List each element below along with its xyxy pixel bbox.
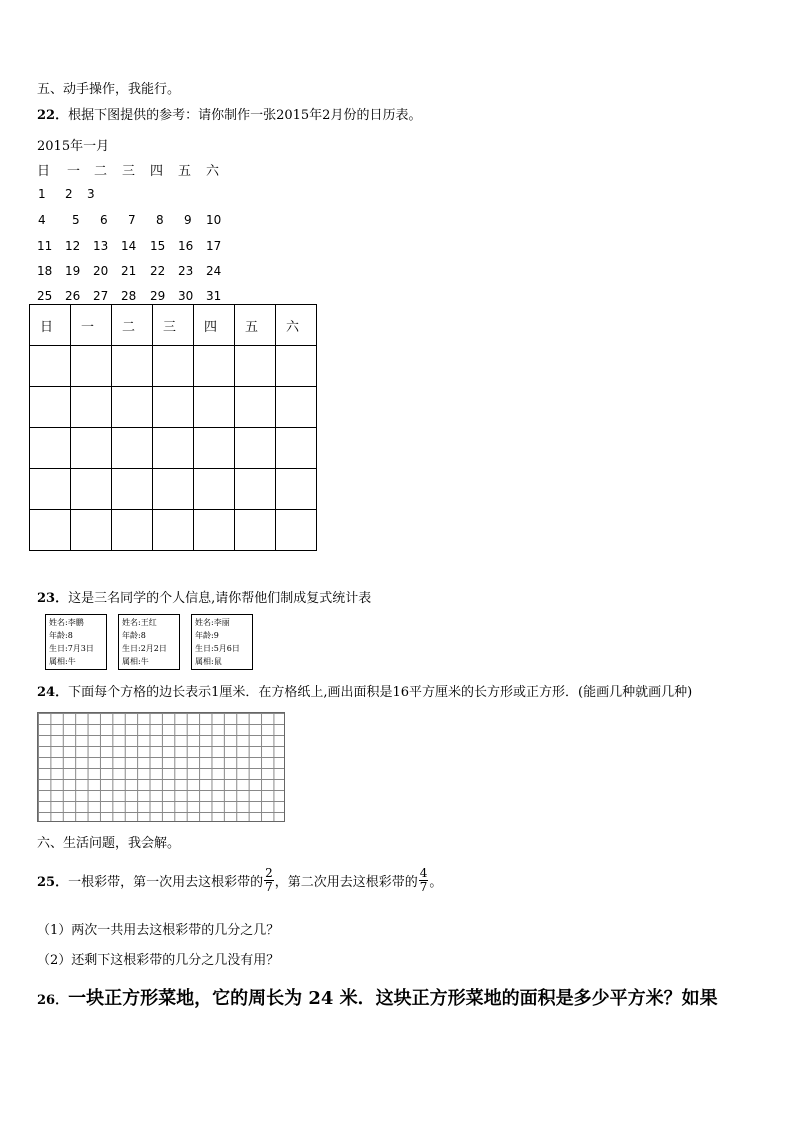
calendar-cell[interactable]: [235, 469, 276, 510]
section-heading: 五、动手操作，我能行。: [37, 82, 181, 97]
calendar-cell[interactable]: [235, 428, 276, 469]
day: 28: [121, 289, 137, 303]
blank-calendar-table: [29, 304, 317, 551]
day: 26: [65, 289, 81, 303]
weekday: 三: [122, 164, 136, 179]
calendar-cell[interactable]: [112, 428, 153, 469]
info-line: 姓名:王红: [122, 618, 157, 627]
day: 16: [178, 239, 194, 253]
info-line: 属相:鼠: [195, 657, 222, 666]
question-24: [37, 681, 692, 700]
question-25: [37, 860, 442, 900]
day: 22: [150, 264, 166, 278]
calendar-cell[interactable]: [30, 346, 71, 387]
day: 12: [65, 239, 81, 253]
calendar-header-cell: 五: [235, 305, 276, 346]
calendar-header-cell: 日: [30, 305, 71, 346]
calendar-blank-row: [30, 387, 317, 428]
calendar-cell[interactable]: [153, 387, 194, 428]
day: 3: [87, 187, 95, 201]
weekday: 一: [67, 164, 81, 179]
fraction-denominator: 7: [419, 879, 428, 894]
day: 27: [93, 289, 109, 303]
info-line: 生日:7月3日: [49, 644, 94, 653]
question-text: ，第二次用去这根彩带的: [274, 874, 418, 890]
calendar-cell[interactable]: [112, 346, 153, 387]
day: 7: [128, 213, 136, 227]
calendar-cell[interactable]: [276, 469, 317, 510]
info-line: 属相:牛: [122, 657, 149, 666]
calendar-cell[interactable]: [71, 428, 112, 469]
day: 21: [121, 264, 137, 278]
calendar-cell[interactable]: [194, 428, 235, 469]
calendar-cell[interactable]: [30, 428, 71, 469]
question-22: [37, 104, 421, 123]
day: 6: [100, 213, 108, 227]
info-card: [45, 614, 107, 670]
day: 20: [93, 264, 109, 278]
calendar-cell[interactable]: [276, 510, 317, 551]
calendar-header-cell: 六: [276, 305, 317, 346]
question-23: [37, 587, 371, 606]
calendar-cell[interactable]: [194, 346, 235, 387]
fraction: [264, 867, 274, 894]
calendar-cell[interactable]: [112, 387, 153, 428]
day: 5: [72, 213, 80, 227]
day: 13: [93, 239, 109, 253]
calendar-cell[interactable]: [112, 510, 153, 551]
question-number: 26．: [37, 993, 69, 1008]
calendar-cell[interactable]: [235, 346, 276, 387]
sub-question: （1）两次一共用去这根彩带的几分之几？: [37, 923, 280, 938]
question-text: 这是三名同学的个人信息,请你帮他们制成复式统计表: [68, 591, 372, 606]
calendar-header-cell: 一: [71, 305, 112, 346]
weekday: 六: [206, 164, 220, 179]
question-number: 22．: [37, 108, 69, 123]
calendar-cell[interactable]: [30, 510, 71, 551]
calendar-cell[interactable]: [71, 469, 112, 510]
day: 25: [37, 289, 53, 303]
question-number: 24．: [37, 685, 69, 700]
day: 19: [65, 264, 81, 278]
day: 23: [178, 264, 194, 278]
question-26: [37, 984, 718, 1010]
info-line: 属相:牛: [49, 657, 76, 666]
calendar-blank-row: [30, 346, 317, 387]
fraction-numerator: 4: [419, 865, 428, 880]
day: 4: [38, 213, 46, 227]
info-line: 年龄:9: [195, 631, 219, 640]
calendar-cell[interactable]: [153, 510, 194, 551]
calendar-cell[interactable]: [194, 387, 235, 428]
day: 29: [150, 289, 166, 303]
day: 30: [178, 289, 194, 303]
sub-question: （2）还剩下这根彩带的几分之几没有用？: [37, 953, 280, 968]
calendar-header-cell: 二: [112, 305, 153, 346]
calendar-cell[interactable]: [276, 346, 317, 387]
calendar-cell[interactable]: [276, 387, 317, 428]
calendar-cell[interactable]: [71, 387, 112, 428]
day: 15: [150, 239, 166, 253]
calendar-blank-row: [30, 510, 317, 551]
calendar-cell[interactable]: [153, 469, 194, 510]
calendar-cell[interactable]: [153, 346, 194, 387]
fraction-denominator: 7: [265, 879, 273, 894]
calendar-blank-row: [30, 469, 317, 510]
day: 17: [206, 239, 222, 253]
calendar-cell[interactable]: [30, 469, 71, 510]
fraction-numerator: 2: [265, 865, 273, 880]
question-text: 一块正方形菜地，它的周长为 24 米．这块正方形菜地的面积是多少平方米？如果: [68, 988, 718, 1009]
calendar-cell[interactable]: [194, 510, 235, 551]
day: 10: [206, 213, 222, 227]
info-card: [118, 614, 180, 670]
calendar-header-row: [30, 305, 317, 346]
calendar-cell[interactable]: [71, 510, 112, 551]
reference-calendar-title: 2015年一月: [37, 139, 110, 154]
question-text: 根据下图提供的参考：请你制作一张2015年2月份的日历表。: [68, 108, 422, 123]
question-number: 23．: [37, 591, 69, 606]
info-line: 姓名:李丽: [195, 618, 230, 627]
info-card: [191, 614, 253, 670]
calendar-header-cell: 四: [194, 305, 235, 346]
day: 31: [206, 289, 222, 303]
question-text: 下面每个方格的边长表示1厘米．在方格纸上,画出面积是16平方厘米的长方形或正方形．(能画几种就画几种): [68, 685, 693, 700]
day: 8: [156, 213, 164, 227]
section-heading: 六、生活问题，我会解。: [37, 836, 181, 851]
fraction: [419, 867, 429, 894]
day: 9: [184, 213, 192, 227]
calendar-cell[interactable]: [276, 428, 317, 469]
info-line: 年龄:8: [49, 631, 73, 640]
info-line: 生日:2月2日: [122, 644, 167, 653]
day: 18: [37, 264, 53, 278]
info-line: 生日:5月6日: [195, 644, 240, 653]
calendar-cell[interactable]: [30, 387, 71, 428]
day: 2: [65, 187, 73, 201]
weekday: 四: [150, 164, 164, 179]
calendar-cell[interactable]: [71, 346, 112, 387]
day: 11: [37, 239, 53, 253]
calendar-cell[interactable]: [235, 387, 276, 428]
calendar-blank-row: [30, 428, 317, 469]
day: 1: [38, 187, 46, 201]
question-text: 一根彩带，第一次用去这根彩带的: [68, 874, 264, 890]
day: 24: [206, 264, 222, 278]
info-line: 姓名:李鹏: [49, 618, 84, 627]
calendar-cell[interactable]: [112, 469, 153, 510]
weekday: 二: [94, 164, 108, 179]
day: 14: [121, 239, 137, 253]
calendar-cell[interactable]: [235, 510, 276, 551]
weekday: 日: [37, 164, 51, 179]
calendar-cell[interactable]: [194, 469, 235, 510]
calendar-cell[interactable]: [153, 428, 194, 469]
square-grid-paper[interactable]: [37, 712, 285, 822]
info-line: 年龄:8: [122, 631, 146, 640]
calendar-header-cell: 三: [153, 305, 194, 346]
weekday: 五: [178, 164, 192, 179]
question-text: 。: [429, 874, 443, 890]
question-number: 25．: [37, 874, 69, 890]
